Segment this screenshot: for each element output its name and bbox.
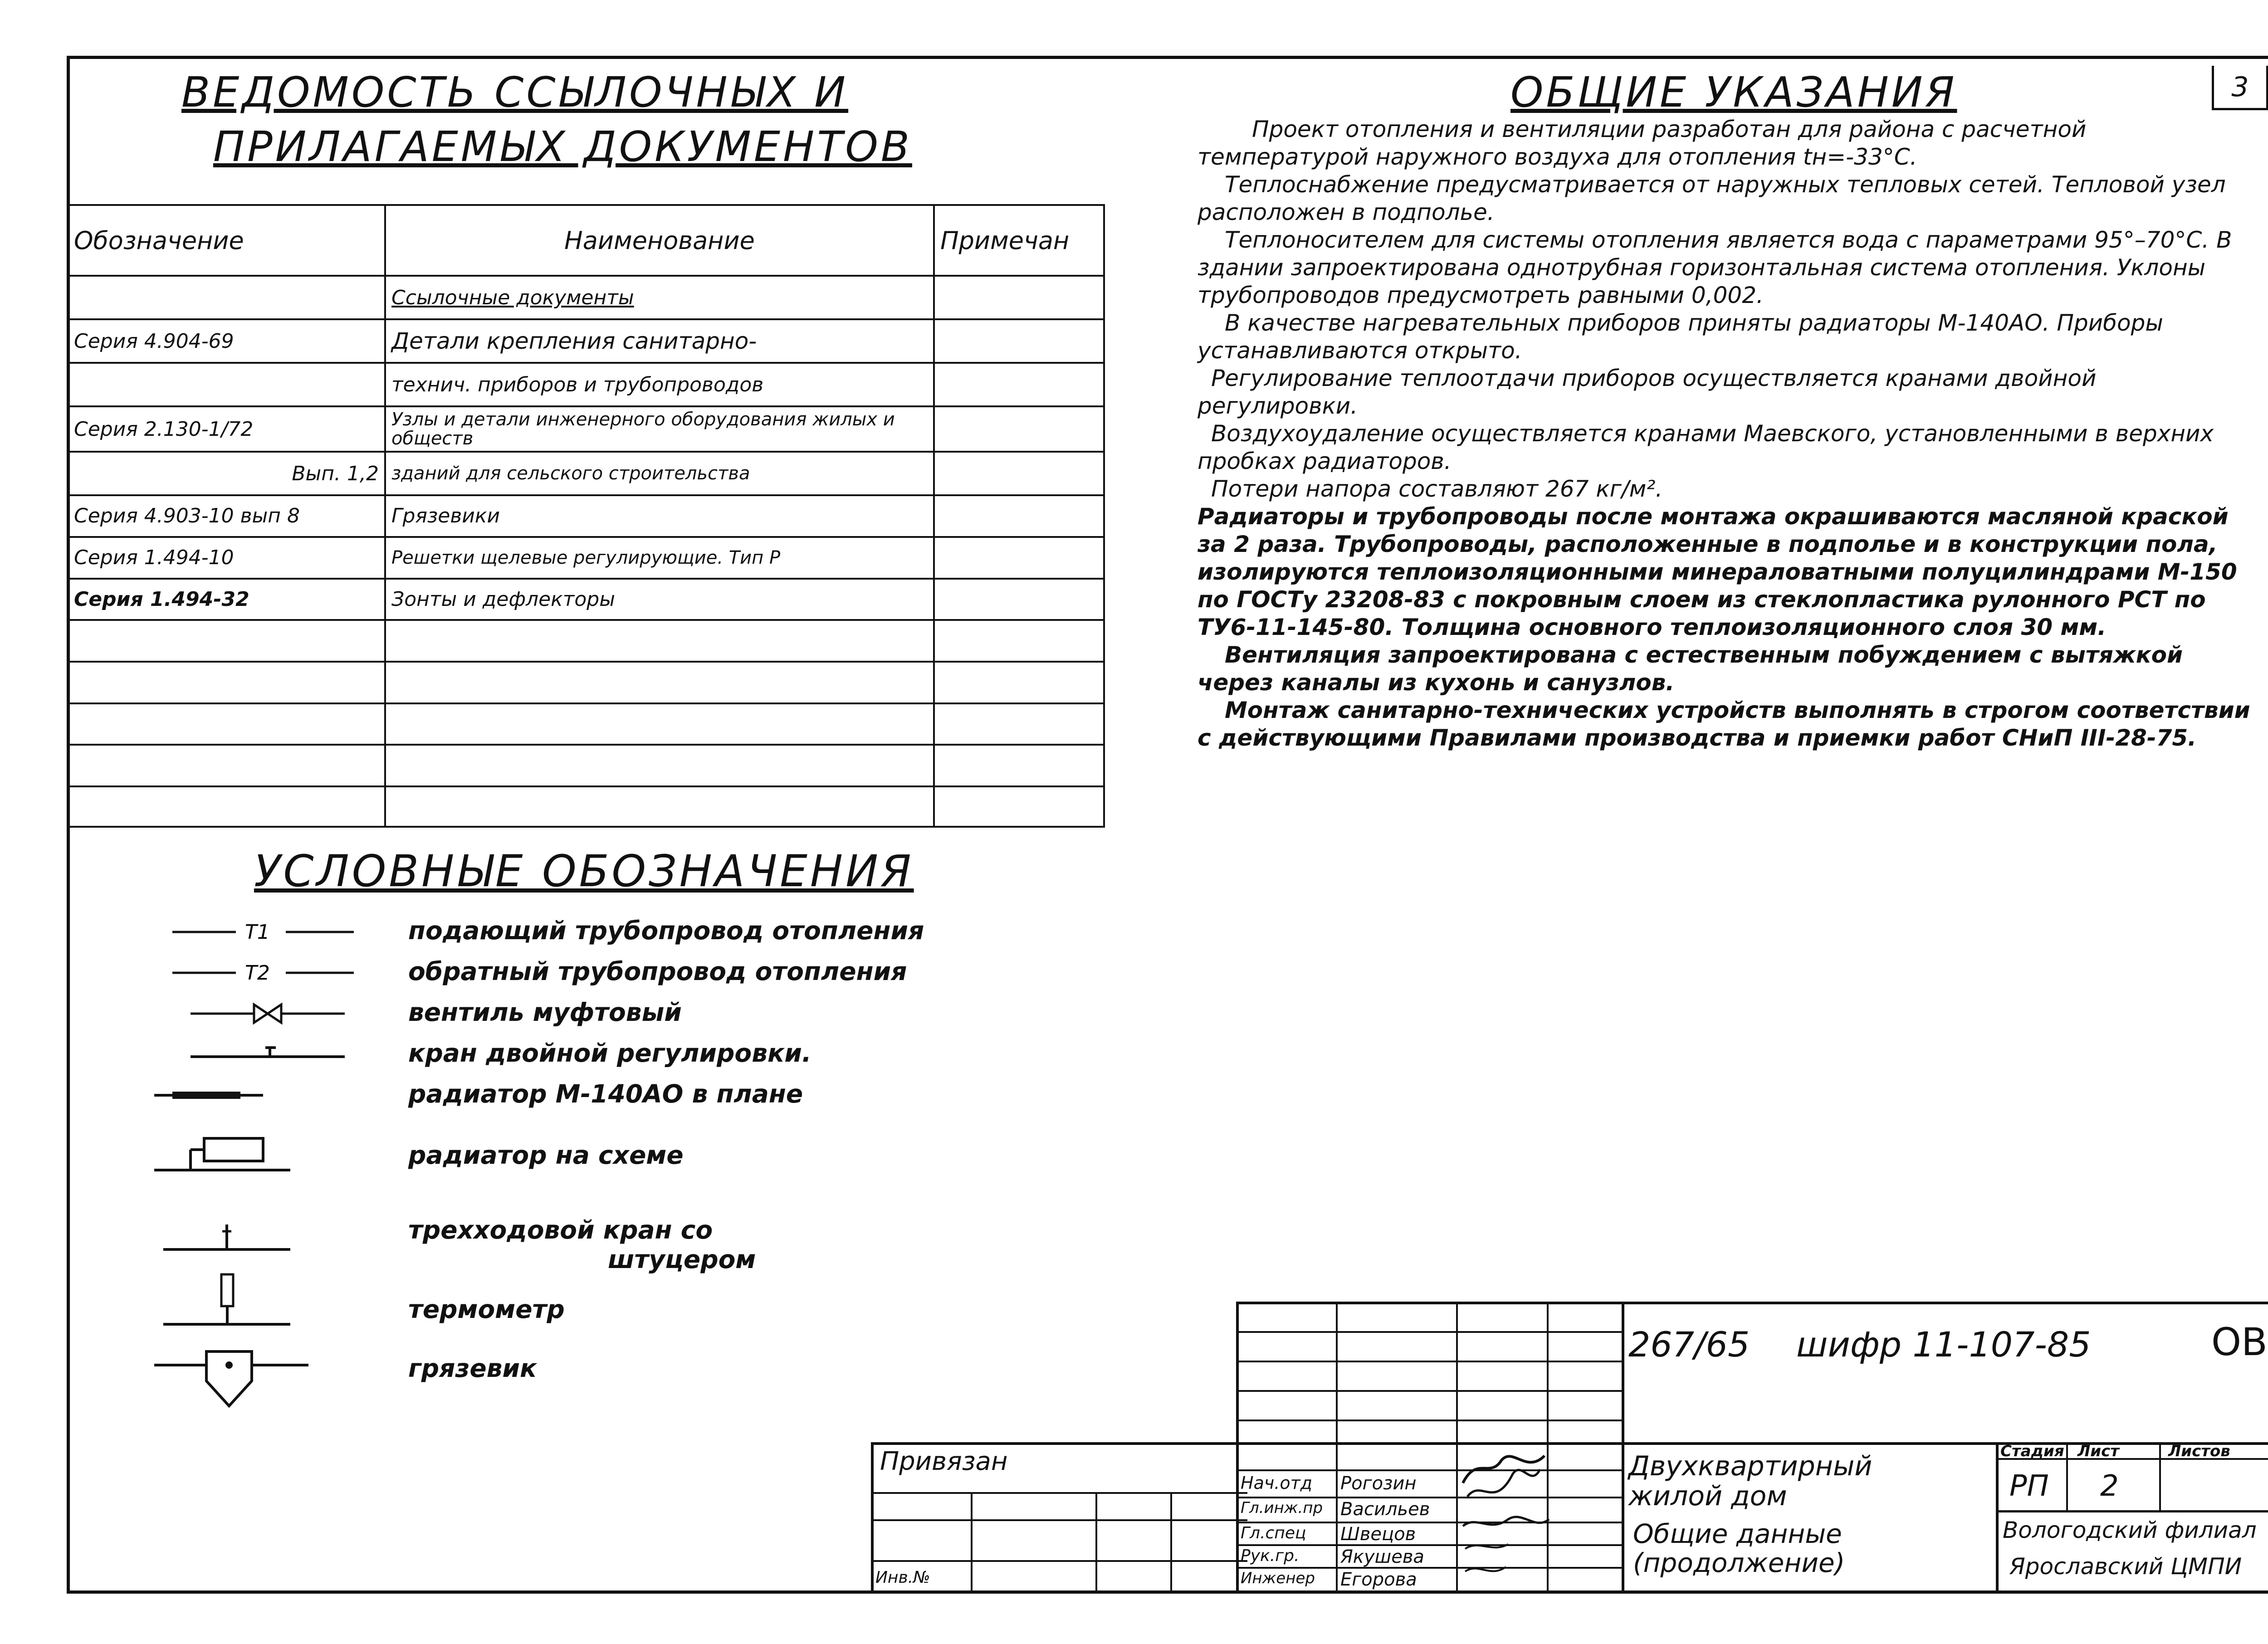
inventory-label: Инв.№ bbox=[875, 1568, 930, 1587]
table-row bbox=[68, 745, 1104, 786]
person-role: Нач.отд bbox=[1241, 1473, 1313, 1493]
note-paragraph: В качестве нагревательных приборов приняты радиаторы М-140АО. Приборы устанавливаются открыто. bbox=[1198, 310, 2163, 364]
table-row bbox=[68, 620, 1104, 662]
ref-designation bbox=[68, 363, 385, 406]
note-paragraph: Вентиляция запроектирована с естественным побуждением с вытяжкой через каналы из кухонь и санузлов. bbox=[1198, 642, 2183, 696]
legend-label: кран двойной регулировки. bbox=[408, 1039, 811, 1068]
legend-item bbox=[154, 1270, 1061, 1333]
notes-title: ОБЩИЕ УКАЗАНИЯ bbox=[1510, 68, 1957, 117]
person-name: Швецов bbox=[1340, 1524, 1416, 1545]
references-title-line2: ПРИЛАГАЕМЫХ ДОКУМЕНТОВ bbox=[213, 122, 912, 171]
person-role: Гл.спец bbox=[1241, 1524, 1306, 1542]
double-regulating-tap-icon bbox=[172, 1039, 363, 1070]
organization-line1: Вологодский филиал bbox=[2003, 1517, 2257, 1543]
legend-item bbox=[154, 1134, 1061, 1175]
table-row bbox=[68, 495, 1104, 537]
ref-designation: Вып. 1,2 bbox=[68, 452, 385, 495]
tied-label: Привязан bbox=[880, 1447, 1008, 1476]
stage-value: РП bbox=[2009, 1469, 2049, 1503]
sheet-number: 3 bbox=[2212, 66, 2268, 110]
legend-label: термометр bbox=[408, 1295, 565, 1324]
references-table bbox=[67, 204, 1105, 828]
person-name: Васильев bbox=[1340, 1499, 1430, 1520]
valve-icon bbox=[172, 998, 363, 1029]
legend-label: радиатор на схеме bbox=[408, 1141, 684, 1170]
legend-label: радиатор М-140АО в плане bbox=[408, 1079, 803, 1108]
note-paragraph: Теплоносителем для системы отопления является вода с параметрами 95°–70°C. В здании запроектирована однотрубная горизонтальная система отопления. Уклоны трубопроводов предусмотреть равными 0,002. bbox=[1198, 227, 2232, 308]
sheet-value: 2 bbox=[2100, 1469, 2119, 1503]
section-label: Ссылочные документы bbox=[385, 276, 934, 319]
legend-label: трехходовой кран со bbox=[408, 1215, 713, 1244]
person-name: Рогозин bbox=[1340, 1473, 1417, 1494]
legend-item bbox=[154, 1079, 1061, 1111]
ref-designation: Серия 1.494-10 bbox=[68, 537, 385, 579]
stage-header: Стадия bbox=[2000, 1442, 2064, 1460]
legend-label: вентиль муфтовый bbox=[408, 998, 682, 1027]
note-paragraph: Проект отопления и вентиляции разработан для района с расчетной температурой наружного воздуха для отопления tн=-33°C. bbox=[1198, 116, 2087, 170]
person-role: Гл.инж.пр bbox=[1241, 1499, 1323, 1517]
return-pipe-symbol bbox=[172, 957, 363, 989]
ref-designation: Серия 2.130-1/72 bbox=[68, 406, 385, 452]
ref-designation: Серия 1.494-32 bbox=[68, 579, 385, 620]
mud-trap-icon bbox=[154, 1345, 345, 1413]
col-designation-header: Обозначение bbox=[68, 205, 385, 276]
legend-item bbox=[154, 957, 1061, 989]
sheet-header: Лист bbox=[2077, 1442, 2119, 1460]
ref-designation: Серия 4.904-69 bbox=[68, 319, 385, 363]
person-name: Егорова bbox=[1340, 1569, 1417, 1590]
table-row bbox=[68, 363, 1104, 406]
radiator-scheme-icon bbox=[154, 1134, 345, 1175]
note-paragraph: Монтаж санитарно-технических устройств выполнять в строгом соответствии с действующими Правилами производства и приемки работ СНиП III-28-75. bbox=[1198, 697, 2250, 751]
three-way-tap-icon bbox=[154, 1215, 345, 1274]
supply-pipe-symbol bbox=[172, 916, 363, 948]
col-note-header: Примечан bbox=[934, 205, 1104, 276]
table-header-row bbox=[68, 205, 1104, 276]
note-paragraph: Воздухоудаление осуществляется кранами Маевского, установленными в верхних пробках радиаторов. bbox=[1198, 420, 2214, 474]
organization-line2: Ярославский ЦМПИ bbox=[2009, 1553, 2242, 1580]
table-row bbox=[68, 786, 1104, 827]
drawing-code: 267/65 bbox=[1628, 1324, 1750, 1365]
thermometer-icon bbox=[154, 1270, 345, 1333]
note-paragraph: Регулирование теплоотдачи приборов осуществляется кранами двойной регулировки. bbox=[1198, 365, 2097, 419]
project-name: Двухквартирный жилой дом bbox=[1628, 1450, 1872, 1512]
legend-label: подающий трубопровод отопления bbox=[408, 916, 924, 945]
table-row bbox=[68, 452, 1104, 495]
drawing-cipher: шифр 11-107-85 bbox=[1796, 1324, 2091, 1365]
ref-name: Узлы и детали инженерного оборудования жилых и обществ bbox=[385, 406, 934, 452]
legend-item bbox=[154, 1215, 1061, 1274]
legend-item bbox=[154, 916, 1061, 948]
ref-name: Детали крепления санитарно- bbox=[385, 319, 934, 363]
sheets-header: Листов bbox=[2168, 1442, 2230, 1460]
ref-name: Грязевики bbox=[385, 495, 934, 537]
notes-body bbox=[1198, 116, 2261, 752]
table-row bbox=[68, 662, 1104, 703]
legend-item bbox=[154, 1039, 1061, 1070]
table-row bbox=[68, 537, 1104, 579]
sheet-mark: ОВ bbox=[2211, 1320, 2268, 1364]
ref-name: зданий для сельского строительства bbox=[385, 452, 934, 495]
ref-name: технич. приборов и трубопроводов bbox=[385, 363, 934, 406]
table-row bbox=[68, 406, 1104, 452]
legend-label-continued: штуцером bbox=[608, 1245, 756, 1274]
signatures bbox=[1458, 1447, 1622, 1592]
note-paragraph: Теплоснабжение предусматривается от наружных тепловых сетей. Тепловой узел расположен в подполье. bbox=[1198, 171, 2226, 225]
person-role: Рук.гр. bbox=[1241, 1546, 1300, 1565]
legend-item bbox=[154, 998, 1061, 1029]
ref-designation: Серия 4.903-10 вып 8 bbox=[68, 495, 385, 537]
legend-item bbox=[154, 1345, 1061, 1413]
col-name-header: Наименование bbox=[385, 205, 934, 276]
ref-name: Зонты и дефлекторы bbox=[385, 579, 934, 620]
legend-label: грязевик bbox=[408, 1354, 537, 1383]
symbol-t1: Т1 bbox=[245, 921, 270, 944]
table-row bbox=[68, 579, 1104, 620]
ref-name: Решетки щелевые регулирующие. Тип Р bbox=[385, 537, 934, 579]
legend-label: обратный трубопровод отопления bbox=[408, 957, 907, 986]
references-title-line1: ВЕДОМОСТЬ ССЫЛОЧНЫХ И bbox=[181, 68, 849, 117]
legend-title: УСЛОВНЫЕ ОБОЗНАЧЕНИЯ bbox=[254, 846, 914, 897]
table-row bbox=[68, 276, 1104, 319]
table-row bbox=[68, 703, 1104, 745]
note-paragraph: Потери напора составляют 267 кг/м². bbox=[1211, 476, 1663, 502]
symbol-t2: Т2 bbox=[245, 961, 270, 985]
sheet-title: Общие данные (продолжение) bbox=[1633, 1518, 1845, 1578]
table-row bbox=[68, 319, 1104, 363]
person-name: Якушева bbox=[1340, 1546, 1424, 1567]
note-paragraph: Радиаторы и трубопроводы после монтажа окрашиваются масляной краской за 2 раза. Трубопроводы, расположенные в подполье и в конструкции пола, изолируются теплоизоляционными минераловатными полуцилиндрами М-150 по ГОСТу 23208-83 с покровным слоем из стеклопластика рулонного РСТ по ТУ6-11-145-80. Толщина основного теплоизоляционного слоя 30 мм. bbox=[1198, 503, 2237, 640]
person-role: Инженер bbox=[1241, 1569, 1315, 1587]
radiator-plan-icon bbox=[154, 1079, 345, 1111]
